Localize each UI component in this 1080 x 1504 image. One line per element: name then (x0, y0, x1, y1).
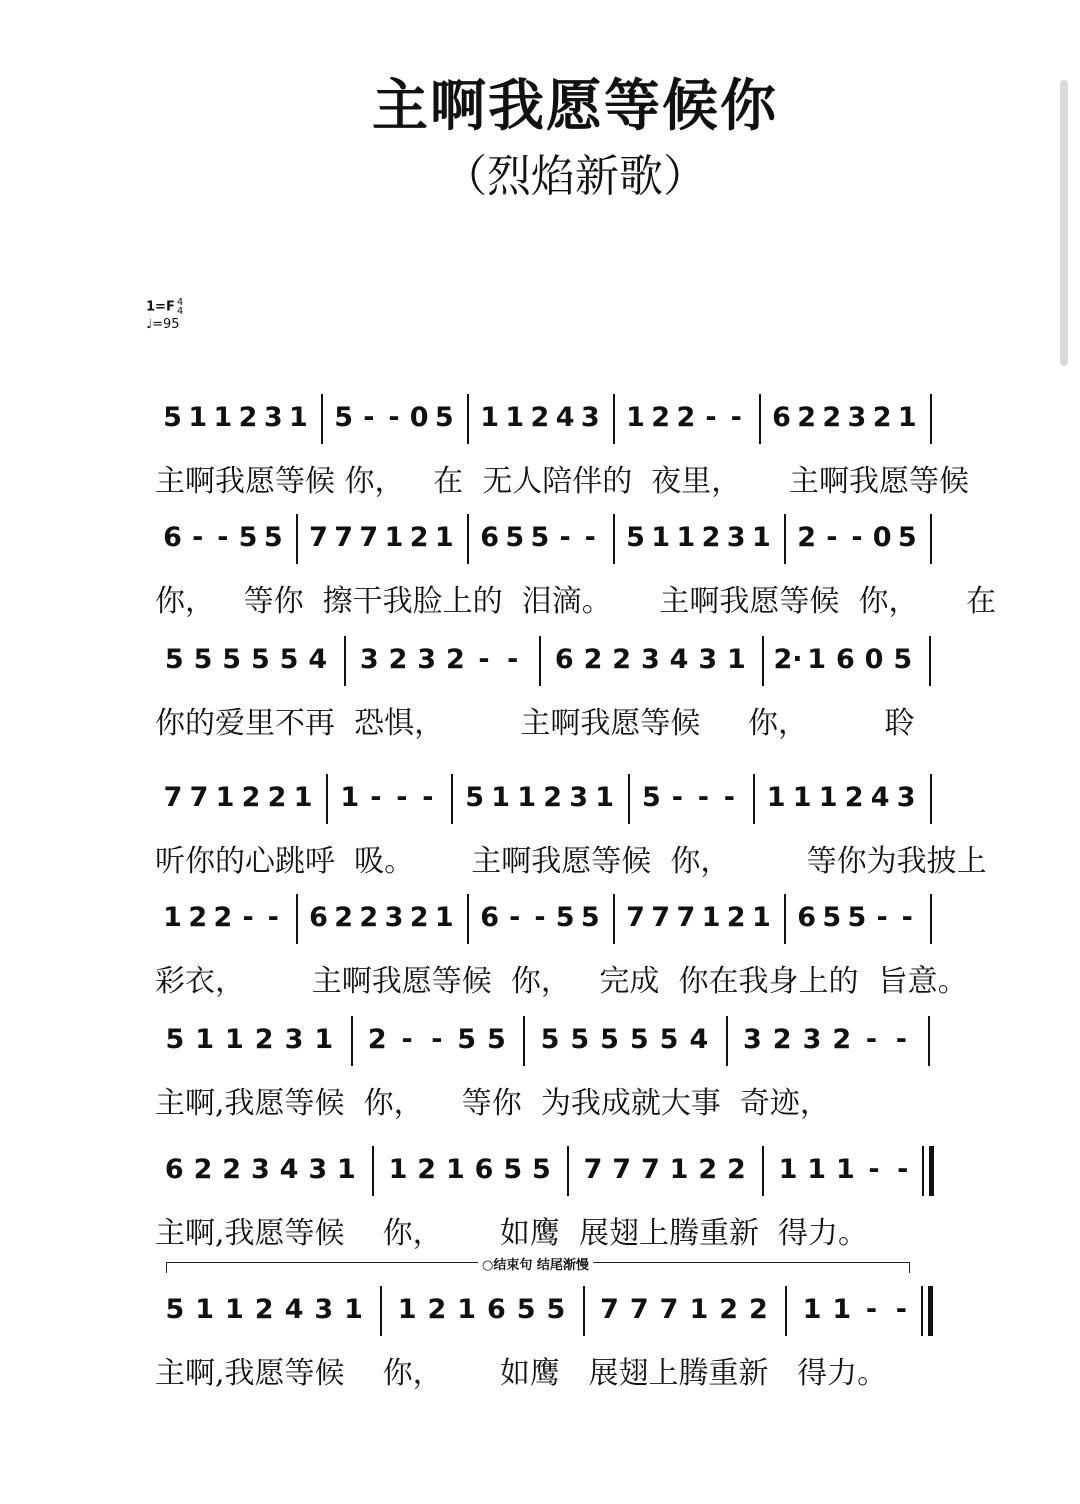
note: 1 (517, 782, 536, 813)
note: 1 (195, 1024, 215, 1055)
note: 2 (359, 902, 379, 933)
note: 5 (580, 902, 600, 933)
note: 1 (807, 644, 827, 675)
note-dash: - (242, 902, 254, 933)
note: 5 (546, 1294, 566, 1325)
note: 7 (651, 902, 671, 933)
note: 2 (267, 782, 287, 813)
note: 5 (600, 1024, 619, 1055)
barline (351, 1016, 353, 1066)
barline (296, 894, 298, 944)
note-dash: - (401, 1024, 413, 1055)
note: 1 (751, 902, 771, 933)
time-signature (177, 298, 183, 316)
note: 3 (384, 902, 404, 933)
note: 1 (397, 1294, 417, 1325)
barline (726, 1016, 728, 1066)
note: 1 (457, 1294, 477, 1325)
note: 2 (254, 1294, 274, 1325)
note: 2 (238, 402, 258, 433)
note: 2 (719, 1294, 739, 1325)
note-dash: - (901, 902, 913, 933)
note: 3 (284, 1024, 304, 1055)
barline (613, 894, 615, 944)
note: 3 (250, 1154, 270, 1185)
note: 5 (505, 522, 525, 553)
note: 0 (872, 522, 892, 553)
note: 5 (626, 522, 645, 553)
note: 1 (818, 782, 838, 813)
note: 2 (445, 644, 465, 675)
note: 2 (530, 402, 550, 433)
note: 5 (165, 1294, 185, 1325)
barline (628, 774, 630, 824)
note: 7 (629, 1294, 649, 1325)
note: 3 (417, 644, 437, 675)
note: 5 (659, 1024, 679, 1055)
score-system-5 (0, 890, 1080, 1020)
note: 1 (792, 782, 812, 813)
barline (929, 636, 931, 686)
note: 1 (163, 902, 182, 933)
barline (523, 1016, 525, 1066)
note: 7 (640, 1154, 660, 1185)
note: 2 (417, 1154, 437, 1185)
note-dash: - (267, 902, 279, 933)
note: 1 (344, 1294, 363, 1325)
note: 1 (505, 402, 525, 433)
note: 2 (241, 782, 261, 813)
note: 1 (434, 522, 454, 553)
final-barline (928, 1286, 933, 1336)
note-dash: - (705, 402, 717, 433)
note: 1 (225, 1024, 244, 1055)
barline (321, 394, 323, 444)
note: 1 (213, 402, 233, 433)
note: 6 (772, 402, 791, 433)
note: 5 (516, 1294, 536, 1325)
note: 4 (555, 402, 575, 433)
key-tempo-info (146, 298, 183, 333)
barline (759, 394, 761, 444)
note: 1 (807, 1154, 827, 1185)
note: 2 (797, 522, 817, 553)
note: 1 (626, 402, 645, 433)
note: 0 (864, 644, 884, 675)
note: 5 (163, 402, 182, 433)
barline (372, 1146, 374, 1196)
note: 5 (165, 1024, 185, 1055)
note-dash: - (868, 1154, 880, 1185)
barline (784, 514, 786, 564)
barline (567, 1146, 569, 1196)
note: 7 (334, 522, 354, 553)
notation-line (160, 510, 940, 570)
note: 1 (480, 402, 500, 433)
notation-line (160, 390, 940, 450)
note: 5 (457, 1024, 477, 1055)
note: 1 (778, 1154, 798, 1185)
barline (921, 1286, 923, 1336)
note: 6 (554, 644, 574, 675)
note: 5 (629, 1024, 649, 1055)
barline (930, 514, 932, 564)
note: 1 (701, 902, 721, 933)
note: 1 (491, 782, 510, 813)
note: 5 (238, 522, 258, 553)
note-dash: - (697, 782, 709, 813)
barline (613, 394, 615, 444)
note: 4 (284, 1294, 304, 1325)
note: 7 (600, 1294, 619, 1325)
note: 1 (832, 1294, 852, 1325)
note: 2 (409, 902, 429, 933)
barline (922, 1146, 924, 1196)
note: 0 (409, 402, 429, 433)
note: 5 (334, 402, 354, 433)
note: 2 (193, 1154, 213, 1185)
score-system-1 (0, 390, 1080, 520)
note: 2 (543, 782, 562, 813)
note: 1 (595, 782, 614, 813)
time-bottom: 4 (176, 306, 184, 317)
note-dash: - (559, 522, 571, 553)
notation-line (160, 632, 940, 692)
note: 1 (669, 1154, 689, 1185)
note: 1 (445, 1154, 465, 1185)
song-subtitle: （烈焰新歌） (443, 151, 707, 202)
lyrics-line: 主啊我愿等候 你， 在 无人陪伴的 夜里， 主啊我愿等候 (155, 464, 969, 499)
note: 5 (164, 644, 184, 675)
note: 5 (893, 644, 913, 675)
score-system-8 (0, 1282, 1080, 1412)
score-system-6 (0, 1012, 1080, 1142)
note-dash: - (865, 1024, 878, 1055)
note: 6 (474, 1154, 494, 1185)
time-top: 4 (176, 297, 184, 308)
score-system-4 (0, 770, 1080, 900)
note-dash: - (895, 1294, 907, 1325)
lyrics-line: 你的爱里不再 恐惧， 主啊我愿等候 你， 聆 (155, 706, 915, 741)
note: 7 (163, 782, 183, 813)
note: 4 (279, 1154, 299, 1185)
barline (467, 894, 469, 944)
note-dash: - (826, 522, 838, 553)
note: 5 (487, 1024, 506, 1055)
note: 5 (263, 522, 283, 553)
note: 4 (870, 782, 890, 813)
barline (451, 774, 453, 824)
note: 1 (288, 402, 308, 433)
note: 3 (726, 522, 746, 553)
note: 2 (651, 402, 671, 433)
barline (539, 636, 541, 686)
note: 2 (334, 902, 354, 933)
note: 3 (743, 1024, 762, 1055)
note: 6 (835, 644, 855, 675)
barline (762, 1146, 764, 1196)
ending-label: ○结束句 结尾渐慢 (478, 1254, 593, 1273)
note: 6 (797, 902, 817, 933)
note: 6 (164, 1154, 184, 1185)
note: 5 (222, 644, 242, 675)
note: 1 (293, 782, 313, 813)
note: 3 (263, 402, 283, 433)
note: 2 (832, 1024, 852, 1055)
note-dash: - (217, 522, 229, 553)
note: 5 (193, 644, 213, 675)
note: 5 (897, 522, 917, 553)
note: 7 (612, 1154, 632, 1185)
note-dash: - (478, 644, 490, 675)
note: 7 (359, 522, 379, 553)
note: 1 (651, 522, 671, 553)
song-title: 主啊我愿等候你 (372, 73, 778, 139)
note: 1 (726, 644, 746, 675)
note: 1 (195, 1294, 215, 1325)
note: 2 (388, 644, 408, 675)
note: 5 (555, 902, 575, 933)
barline (344, 636, 346, 686)
note: 3 (896, 782, 916, 813)
note: 7 (309, 522, 328, 553)
barline (380, 1286, 382, 1336)
note: 6 (480, 902, 500, 933)
barline (296, 514, 298, 564)
barline (930, 894, 932, 944)
note: 1 (388, 1154, 408, 1185)
note: 2 (772, 1024, 792, 1055)
barline (467, 394, 469, 444)
note: 6 (487, 1294, 506, 1325)
note-dash: - (363, 402, 375, 433)
note: 4 (689, 1024, 709, 1055)
note-dash: - (388, 402, 400, 433)
note: 2 (213, 902, 233, 933)
note: 1 (751, 522, 771, 553)
note: 6 (480, 522, 500, 553)
note-dash: - (192, 522, 204, 553)
barline (930, 774, 932, 824)
notation-line (160, 890, 940, 950)
note: 1 (384, 522, 404, 553)
score-system-7 (0, 1142, 1080, 1272)
note-dash: - (671, 782, 683, 813)
lyrics-line: 彩衣， 主啊我愿等候 你， 完成 你在我身上的 旨意。 (155, 964, 968, 999)
note: 1 (802, 1294, 822, 1325)
note: 2 (872, 402, 892, 433)
barline (928, 1016, 930, 1066)
note: 2 (409, 522, 429, 553)
note: 2 (367, 1024, 387, 1055)
note: 3 (314, 1294, 334, 1325)
note: 2 (612, 644, 632, 675)
note: 4 (308, 644, 328, 675)
note: 1 (835, 1154, 855, 1185)
note-dash: - (851, 522, 863, 553)
note: 2 (701, 522, 721, 553)
note: 5 (250, 644, 270, 675)
barline (753, 774, 755, 824)
note: 1 (897, 402, 917, 433)
note: 5 (465, 782, 484, 813)
note-dash: - (897, 1154, 909, 1185)
note: 5 (847, 902, 867, 933)
score-system-3 (0, 632, 1080, 762)
note: 1 (215, 782, 235, 813)
note-dash: - (534, 902, 546, 933)
note: 1 (225, 1294, 244, 1325)
lyrics-line: 主啊,我愿等候 你， 如鹰 展翅上腾重新 得力。 (155, 1216, 869, 1251)
note: 7 (583, 1154, 603, 1185)
note: 2 (726, 902, 746, 933)
note: 1 (188, 402, 208, 433)
notation-line (160, 1142, 940, 1202)
note: 2 (726, 1154, 746, 1185)
note: 2 (222, 1154, 242, 1185)
note: 2 (583, 644, 603, 675)
note: 3 (359, 644, 379, 675)
barline (784, 894, 786, 944)
barline (326, 774, 328, 824)
note: 2 (676, 402, 696, 433)
notation-line (160, 1282, 940, 1342)
notation-line (160, 1012, 940, 1072)
note: 5 (570, 1024, 590, 1055)
note-dash: - (876, 902, 888, 933)
note: 5 (530, 522, 550, 553)
note: 7 (189, 782, 209, 813)
note: 7 (676, 902, 696, 933)
barline (785, 1286, 787, 1336)
lyrics-line: 主啊,我愿等候 你， 如鹰 展翅上腾重新 得力。 (155, 1356, 888, 1391)
note: 5 (279, 644, 299, 675)
barline (930, 394, 932, 444)
note: 5 (540, 1024, 560, 1055)
note: 5 (503, 1154, 523, 1185)
note-dash: - (723, 782, 735, 813)
note: 2 (844, 782, 864, 813)
note: 1 (434, 902, 454, 933)
note: 3 (802, 1024, 822, 1055)
note: 3 (698, 644, 718, 675)
lyrics-line: 你， 等你 擦干我脸上的 泪滴。 主啊我愿等候 你， 在 (155, 584, 997, 619)
notation-line (160, 770, 940, 830)
note: 1 (766, 782, 786, 813)
note: 7 (626, 902, 645, 933)
note: 2 (427, 1294, 447, 1325)
note: 1 (336, 1154, 356, 1185)
note: 7 (659, 1294, 679, 1325)
lyrics-line: 听你的心跳呼 吸。 主啊我愿等候 你， 等你为我披上 (155, 844, 987, 879)
note: 5 (531, 1154, 551, 1185)
note: 5 (822, 902, 842, 933)
note-dash: - (431, 1024, 443, 1055)
note: 2 (797, 402, 817, 433)
final-barline (929, 1146, 934, 1196)
note: 3 (580, 402, 600, 433)
key-signature: 1=F (146, 299, 175, 315)
tempo-mark: ♩=95 (146, 317, 180, 332)
note: 1 (676, 522, 696, 553)
note: 1 (340, 782, 360, 813)
note-dash: - (396, 782, 408, 813)
barline (613, 514, 615, 564)
note-dash: - (865, 1294, 878, 1325)
note: 3 (640, 644, 660, 675)
scrollbar-thumb[interactable] (1060, 80, 1068, 366)
note-dash: - (730, 402, 742, 433)
note-dash: - (370, 782, 382, 813)
note-dash: - (507, 644, 519, 675)
note: 5 (434, 402, 454, 433)
note: 2· (773, 644, 803, 675)
note-dash: - (422, 782, 434, 813)
note: 2 (698, 1154, 718, 1185)
note: 3 (847, 402, 867, 433)
note-dash: - (895, 1024, 907, 1055)
note: 6 (309, 902, 328, 933)
note-dash: - (584, 522, 596, 553)
note-dash: - (509, 902, 521, 933)
note: 3 (569, 782, 588, 813)
note: 6 (163, 522, 182, 553)
barline (762, 636, 764, 686)
score-system-2 (0, 510, 1080, 640)
barline (583, 1286, 585, 1336)
note: 4 (669, 644, 689, 675)
note: 2 (254, 1024, 274, 1055)
note: 5 (641, 782, 661, 813)
note: 2 (822, 402, 842, 433)
note: 1 (314, 1024, 334, 1055)
note: 2 (188, 902, 208, 933)
barline (467, 514, 469, 564)
note: 1 (689, 1294, 709, 1325)
lyrics-line: 主啊,我愿等候 你， 等你 为我成就大事 奇迹， (155, 1086, 830, 1121)
note: 2 (748, 1294, 768, 1325)
note: 3 (308, 1154, 328, 1185)
